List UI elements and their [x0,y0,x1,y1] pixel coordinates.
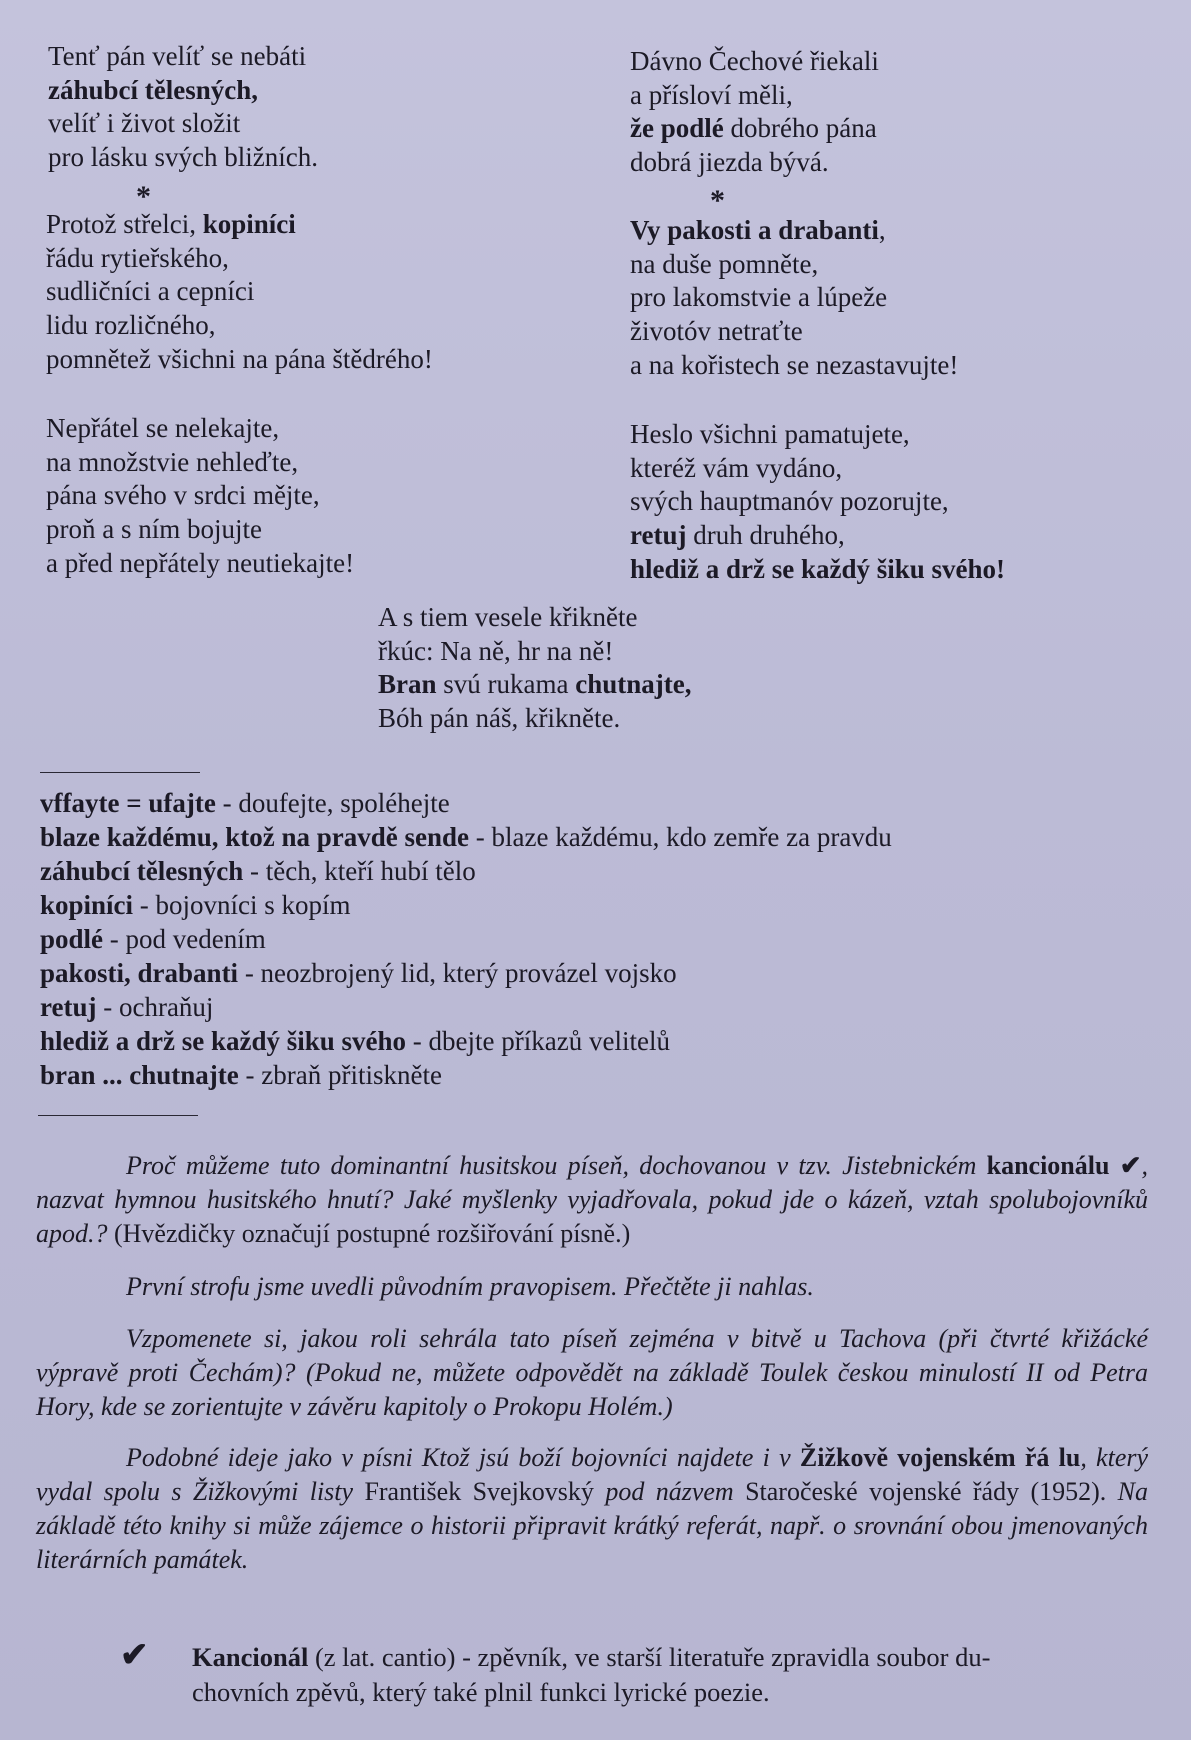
paragraph-segment: Vzpomenete si, jakou roli sehrála tato píseň zejména v bitvě u Tachova (při čtvrté křižácké výpravě proti Čechám)? (Pokud ne, můžete odpovědět na základě Toulek českou minulostí II od Petra Hory, kde se zorientujte v závěru kapitoly o Prokopu Holém.) [36,1324,1148,1421]
poem-line [48,107,318,141]
poem-line-segment: proň a s ním bojujte [46,514,262,545]
poem-line [630,553,1005,587]
glossary-bottom-rule [38,1115,198,1116]
poem-line-segment: svú rukama [436,669,576,700]
poem-line [48,40,318,74]
poem-left-stanza-1 [48,40,318,175]
footnote-text-line1: (z lat. cantio) - zpěvník, ve starší literatuře zpravidla soubor du- [308,1642,991,1672]
poem-line [630,485,1005,519]
poem-line [378,702,691,736]
paragraph-segment: pod názvem [593,1477,746,1506]
poem-line-segment: že podlé [630,113,724,144]
poem-line-segment: životóv netraťte [630,316,803,347]
stanza-separator-star: * [136,180,151,213]
poem-line-segment: Heslo všichni pamatujete, [630,419,910,449]
poem-line [46,275,433,309]
paragraph-segment: , nazvat hymnou husitského hnutí? Jaké myšlenky vyjadřovala, pokud jde o kázeň, vztah spolubojovníků apod.? [36,1151,1148,1248]
footnote-term: Kancionál [192,1642,309,1672]
poem-line-segment: Tenť pán velíť se nebáti [48,41,307,71]
poem-line [630,281,958,315]
poem-right-stanza-2 [630,214,958,383]
glossary-top-rule [40,772,200,773]
poem-line [630,315,958,349]
poem-line-segment: Dávno Čechové řiekali [630,46,879,76]
poem-left-stanza-3 [46,412,354,581]
poem-line [378,635,691,669]
poem-line-segment: Nepřátel se nelekajte, [46,413,280,443]
checkmark-icon: ✔ [120,1637,149,1674]
poem-line-segment: sudličníci a cepníci [46,276,255,307]
paragraph-segment: , který vydal spolu s Žižkovými listy [36,1443,1149,1506]
paragraph-segment: Podobné ideje jako v písni Ktož jsú boží bojovníci najdete i v [126,1443,800,1472]
poem-line-segment: a přísloví měli, [630,79,793,110]
glossary-definition: - ochraňuj [96,992,214,1022]
poem-line [630,248,958,282]
poem-line-segment: lidu rozličného, [46,310,216,341]
glossary-term: hlediž a drž se každý šiku svého [40,1026,407,1056]
poem-line-segment: pána svého v srdci mějte, [46,480,320,511]
glossary-entry [40,1024,892,1058]
poem-line [46,242,433,276]
paragraph-segment: Žižkově vojenském řá lu [799,1443,1081,1472]
poem-line-segment: Bóh pán náš, křikněte. [378,703,621,734]
poem-line [46,412,354,446]
checkmark-icon: ✔ [1109,1151,1142,1180]
glossary-entry [40,990,892,1024]
glossary-definition: - blaze každému, kdo zemře za pravdu [469,822,892,852]
poem-line-segment: řkúc: Na ně, hr na ně! [378,635,614,666]
poem-line-segment: řádu rytieřského, [46,242,229,273]
glossary-definition: - pod vedením [103,924,266,954]
glossary-term: záhubcí tělesných [40,856,244,886]
paragraph-segment: kancionálu [986,1151,1110,1180]
poem-line [378,601,691,635]
glossary-entry [40,854,892,888]
poem-line-segment: a na kořistech se nezastavujte! [630,349,959,380]
glossary-entry [40,922,892,956]
poem-line-segment: kteréž vám vydáno, [630,452,843,483]
poem-line [46,479,354,513]
glossary-definition: - bojovníci s kopím [133,890,351,920]
poem-line [630,45,879,79]
poem-line [630,79,879,113]
question-paragraph-3 [36,1322,1148,1424]
glossary-term: bran ... chutnajte [40,1060,239,1090]
glossary-term: retuj [40,992,97,1022]
poem-center-stanza [378,601,691,736]
question-paragraph-1 [36,1149,1148,1251]
glossary-entry [40,1058,892,1092]
poem-line [48,141,318,175]
poem-line-segment: pro lakomstvie a lúpeže [630,282,888,313]
glossary-term: blaze každému, ktož na pravdě sende [40,822,470,852]
poem-line [630,349,958,383]
poem-line-segment: na množstvie nehleďte, [46,446,299,477]
poem-line [46,446,354,480]
poem-line-segment: , [878,215,886,245]
poem-line-segment: velíť i život složit [48,108,241,139]
stanza-separator-star: * [710,184,725,217]
glossary-entry [40,820,892,854]
poem-right-stanza-1 [630,45,879,180]
poem-line-segment: záhubcí tělesných, [48,74,259,105]
poem-line-segment: pomnětež všichni na pána štědrého! [46,343,433,374]
poem-line-segment: Vy pakosti a drabanti [630,215,879,245]
glossary-definition: - dbejte příkazů velitelů [406,1026,670,1056]
poem-line [46,513,354,547]
paragraph-segment: František Svejkovský [364,1477,594,1506]
poem-line [46,208,433,242]
poem-line-segment: Bran [378,669,437,700]
poem-line [378,668,691,702]
poem-left-stanza-2 [46,208,433,377]
poem-line-segment: pro lásku svých bližních. [48,142,318,173]
glossary-entry [40,786,892,820]
paragraph-segment: Proč můžeme tuto dominantní husitskou píseň, dochovanou v tzv. Jistebnickém [126,1151,987,1180]
glossary-definition: - těch, kteří hubí tělo [243,856,476,886]
poem-line [630,452,1005,486]
poem-line-segment: Protož střelci, [46,209,203,239]
paragraph-segment: Na základě této knihy si může zájemce o historii připravit krátký referát, např. o srovnání obou jmenovaných literárních památek. [36,1477,1149,1574]
glossary-term: pakosti, drabanti [40,958,239,988]
poem-line-segment: dobrá jiezda bývá. [630,147,829,178]
glossary-term: podlé [40,924,104,954]
poem-line-segment: retuj [630,520,687,551]
footnote [120,1637,1150,1710]
poem-line-segment: chutnajte, [575,669,692,700]
poem-line-segment: a před nepřátely neutiekajte! [46,547,355,578]
poem-right-stanza-3 [630,418,1005,587]
question-paragraph-4 [36,1441,1148,1577]
poem-line [46,547,354,581]
glossary-entry [40,888,892,922]
poem-line-segment: svých hauptmanóv pozorujte, [630,486,949,517]
paragraph-segment: (Hvězdičky označují postupné rozšiřování písně.) [107,1219,631,1248]
paragraph-segment: Staročeské vojenské řády (1952). [745,1477,1107,1506]
poem-line-segment: A s tiem vesele křikněte [378,602,638,632]
poem-line-segment: dobrého pána [723,113,877,144]
poem-line [630,146,879,180]
poem-line [630,519,1005,553]
glossary-term: kopiníci [40,890,134,920]
paragraph-segment: První strofu jsme uvedli původním pravopisem. Přečtěte ji nahlas. [126,1272,814,1301]
poem-line [630,214,958,248]
poem-line [48,74,318,108]
poem-line-segment: druh druhého, [686,520,845,551]
poem-line-segment: kopiníci [202,209,296,239]
glossary-definition: - neozbrojený lid, který provázel vojsko [238,958,677,988]
poem-line [630,112,879,146]
question-paragraph-2 [36,1270,1148,1304]
poem-line [46,309,433,343]
poem-line [46,343,433,377]
footnote-text-line2: chovních zpěvů, který také plnil funkci lyrické poezie. [192,1677,770,1707]
glossary [40,786,892,1092]
poem-line-segment: na duše pomněte, [630,248,819,279]
glossary-definition: - doufejte, spoléhejte [215,788,450,818]
glossary-term: vffayte = ufajte [40,788,216,818]
glossary-definition: - zbraň přitiskněte [238,1060,442,1090]
poem-line-segment: hlediž a drž se každý šiku svého! [630,553,1006,584]
glossary-entry [40,956,892,990]
poem-line [630,418,1005,452]
